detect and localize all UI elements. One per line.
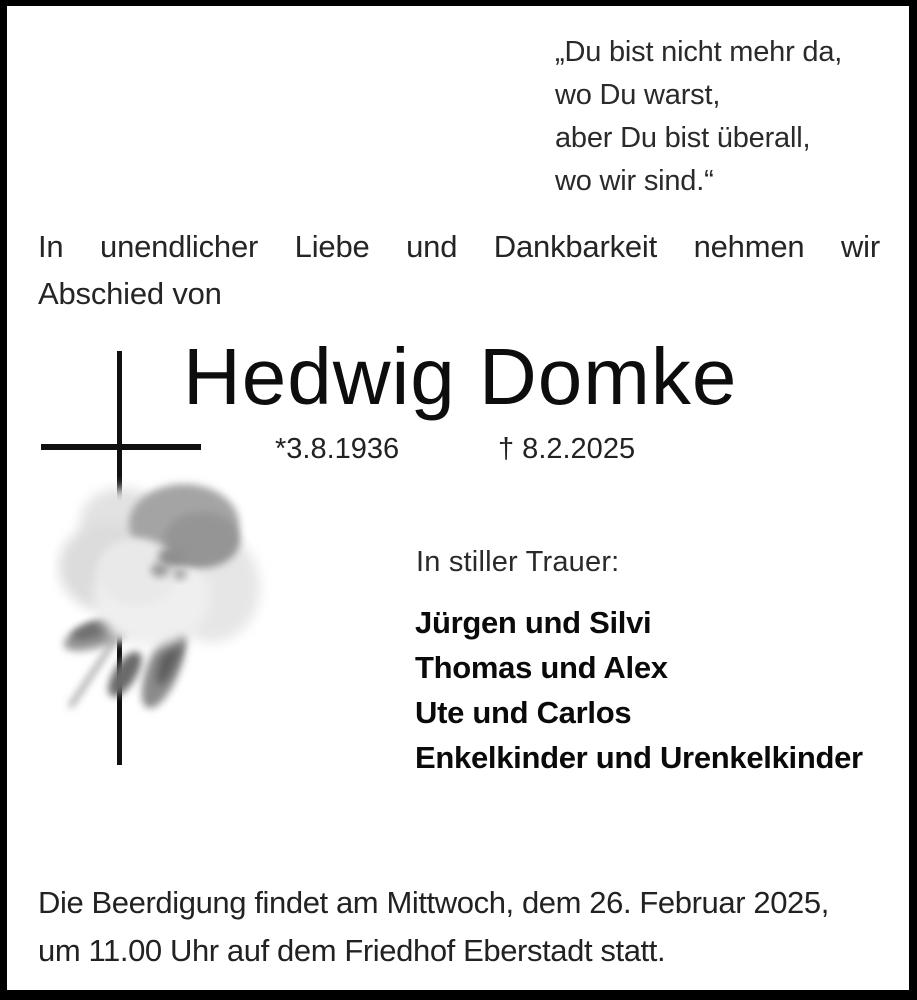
intro-line: Abschied von — [38, 276, 222, 311]
quote-line: aber Du bist überall, — [555, 122, 811, 154]
mourner-line: Enkelkinder und Urenkelkinder — [415, 740, 863, 775]
watercolor-flower-icon — [52, 462, 272, 762]
mourners-list — [415, 600, 863, 780]
intro-line: In unendlicher Liebe und Dankbarkeit nehmen wir — [38, 229, 880, 264]
quote-line: „Du bist nicht mehr da, — [555, 36, 843, 68]
memorial-quote — [555, 31, 842, 203]
quote-line: wo Du warst, — [555, 79, 721, 111]
intro-text — [38, 223, 880, 317]
funeral-line: um 11.00 Uhr auf dem Friedhof Eberstadt statt. — [38, 933, 666, 968]
funeral-info — [38, 879, 829, 975]
funeral-line: Die Beerdigung findet am Mittwoch, dem 26. Februar 2025, — [38, 885, 829, 920]
mourner-line: Thomas und Alex — [415, 650, 668, 685]
mourner-line: Ute und Carlos — [415, 695, 632, 730]
birth-date: *3.8.1936 — [275, 433, 400, 465]
quote-line: wo wir sind.“ — [555, 165, 714, 197]
deceased-name: Hedwig Domke — [183, 332, 738, 421]
mourner-line: Jürgen und Silvi — [415, 605, 652, 640]
death-date: † 8.2.2025 — [498, 433, 636, 465]
cross-icon — [41, 444, 201, 450]
mourning-heading: In stiller Trauer: — [416, 546, 620, 578]
